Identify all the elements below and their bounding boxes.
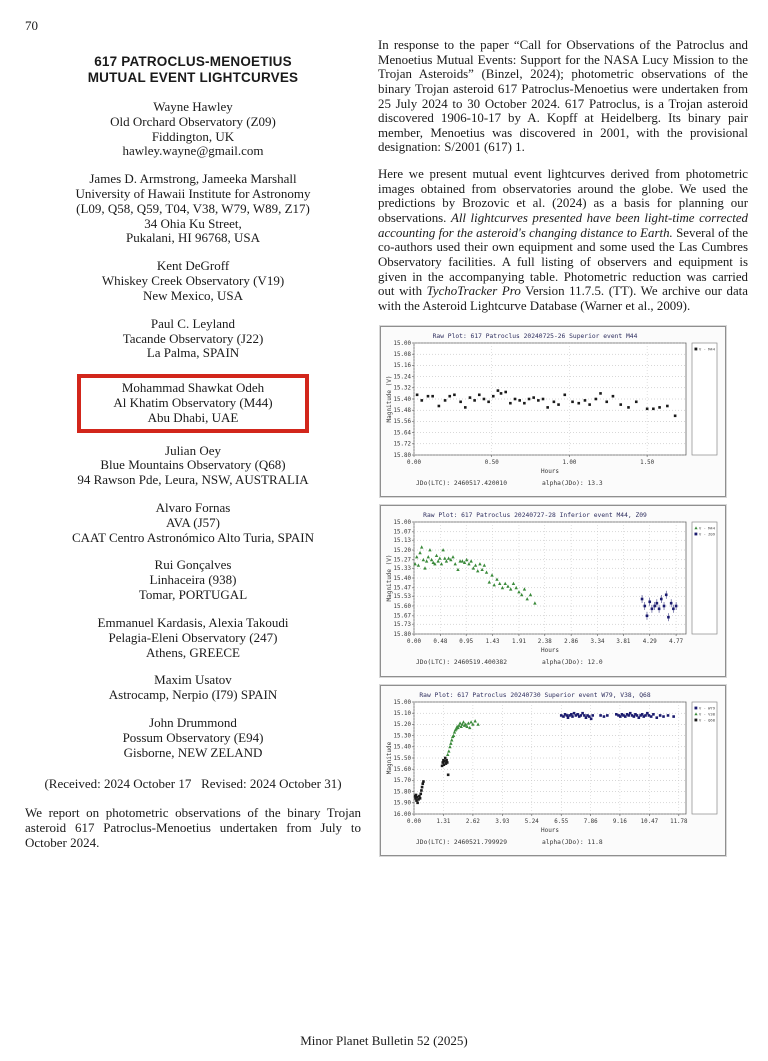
svg-text:2.86: 2.86 [564, 639, 579, 646]
body-paragraph [378, 167, 748, 313]
svg-text:3.93: 3.93 [495, 818, 510, 825]
author-line: Pukalani, HI 96768, USA [126, 230, 260, 246]
lightcurve-figure-1 [380, 326, 726, 498]
svg-text:15.60: 15.60 [393, 603, 411, 610]
plain-text: In response to the paper “Call for Observations of the Patroclus and Menoetius Mutual Events: Support for the NASA Lucy Mission to the Trojan Asteroids” (Binzel, 2024); photometric observations of the binary Trojan asteroid 617 Patroclus-Menoetius were undertaken from 25 July 2024 to 30 October 2024. 617 Patroclus, is a Trojan asteroid discovered 1906-10-17 by A. Kopff at Heidelberg. Its binary pair member, Menoetius was discovered in 2001, with the provisional designation: S/2001 (617) 1. [378, 38, 748, 155]
lightcurve-figure-2 [380, 505, 726, 677]
author-line: 34 Ohia Ku Street, [144, 215, 242, 231]
chart-jd-label: JDo(LTC): 2460521.799929 [416, 838, 507, 846]
x-axis-label: Hours [540, 647, 560, 655]
svg-text:11.78: 11.78 [670, 818, 688, 825]
author-block [25, 558, 361, 602]
highlighted-author-block [77, 374, 309, 432]
author-line: Kent DeGroff [156, 258, 230, 274]
y-axis-label: Magnitude (V) [386, 554, 393, 602]
legend-box [692, 343, 717, 455]
legend-label: V - W79 [699, 705, 716, 711]
author-block [25, 100, 361, 159]
svg-text:15.80: 15.80 [393, 452, 411, 459]
author-line: Maxim Usatov [154, 672, 232, 688]
svg-text:4.77: 4.77 [669, 639, 684, 646]
article-title-line2: MUTUAL EVENT LIGHTCURVES [87, 70, 299, 86]
svg-text:15.16: 15.16 [393, 362, 411, 369]
author-block [25, 501, 361, 545]
svg-text:15.53: 15.53 [393, 594, 411, 601]
svg-text:15.90: 15.90 [393, 800, 411, 807]
author-block [25, 673, 361, 703]
svg-text:15.70: 15.70 [393, 778, 411, 785]
author-line: hawley.wayne@gmail.com [122, 143, 264, 159]
svg-text:15.56: 15.56 [393, 418, 411, 425]
author-line: 94 Rawson Pde, Leura, NSW, AUSTRALIA [77, 472, 309, 488]
author-line: Wayne Hawley [153, 98, 233, 114]
svg-text:15.40: 15.40 [393, 744, 411, 751]
body-paragraph [378, 38, 748, 155]
svg-text:0.00: 0.00 [407, 818, 421, 825]
chart-jd-label: JDo(LTC): 2460519.400382 [416, 659, 507, 667]
svg-text:0.50: 0.50 [484, 459, 499, 466]
x-axis-label: Hours [540, 467, 560, 475]
author-line: Pelagia-Eleni Observatory (247) [108, 629, 278, 645]
svg-text:15.48: 15.48 [393, 407, 411, 414]
svg-text:15.00: 15.00 [393, 699, 411, 706]
svg-text:15.40: 15.40 [393, 396, 411, 403]
author-line: (L09, Q58, Q59, T04, V38, W79, W89, Z17) [76, 200, 310, 216]
article-title [25, 54, 361, 87]
svg-text:15.50: 15.50 [393, 755, 411, 762]
author-line: James D. Armstrong, Jameeka Marshall [89, 171, 297, 187]
author-line: Mohammad Shawkat Odeh [121, 380, 265, 396]
svg-text:1.91: 1.91 [511, 639, 526, 646]
svg-text:15.72: 15.72 [393, 441, 411, 448]
author-line: Athens, GREECE [146, 644, 240, 660]
author-line: Rui Gonçalves [154, 557, 232, 573]
author-block [25, 172, 361, 246]
svg-text:15.00: 15.00 [393, 519, 411, 526]
svg-text:9.16: 9.16 [612, 818, 627, 825]
abstract: We report on photometric observations of the binary Trojan asteroid 617 Patroclus-Menoetius undertaken from July to October 2024. [25, 805, 361, 851]
lightcurve-figures [378, 326, 748, 857]
lightcurve-chart [384, 509, 722, 669]
author-block [25, 444, 361, 488]
svg-text:15.27: 15.27 [393, 557, 411, 564]
svg-text:15.08: 15.08 [393, 351, 411, 358]
svg-text:15.10: 15.10 [393, 710, 411, 717]
article-title-line1: 617 PATROCLUS-MENOETIUS [94, 54, 292, 69]
svg-text:16.00: 16.00 [393, 811, 411, 818]
author-line: Julian Oey [165, 442, 221, 458]
legend-label: V - M44 [699, 525, 716, 531]
italic-text: TychoTracker Pro [426, 284, 521, 299]
svg-text:15.47: 15.47 [393, 585, 411, 592]
svg-text:10.47: 10.47 [640, 818, 659, 825]
author-line: Tomar, PORTUGAL [138, 587, 248, 603]
svg-text:15.30: 15.30 [393, 733, 411, 740]
svg-text:3.81: 3.81 [616, 639, 631, 646]
svg-text:0.95: 0.95 [459, 639, 474, 646]
author-list [25, 100, 361, 760]
svg-text:6.55: 6.55 [554, 818, 569, 825]
svg-text:1.43: 1.43 [485, 639, 500, 646]
svg-text:15.13: 15.13 [393, 538, 411, 545]
body-text [378, 38, 748, 314]
author-line: John Drummond [149, 714, 237, 730]
author-line: Possum Observatory (E94) [122, 729, 264, 745]
plain-text: Version 11.7.5. (TT). We archive our data with the Asteroid Lightcurve Database (Warner et al., 2009). [378, 284, 748, 313]
left-column [25, 54, 361, 850]
author-block [25, 259, 361, 303]
author-line: Blue Mountains Observatory (Q68) [100, 457, 286, 473]
svg-text:15.33: 15.33 [393, 566, 411, 573]
svg-text:0.48: 0.48 [433, 639, 448, 646]
author-line: Alvaro Fornas [155, 500, 231, 515]
svg-text:15.07: 15.07 [393, 529, 411, 536]
plain-text: Here we present mutual event lightcurves derived from photometric images obtained from observatories around the globe. We used the predictions by Brozovic et al. (2024) as a basis for planning our observations. [378, 167, 748, 226]
svg-text:0.00: 0.00 [407, 639, 421, 646]
author-line: Linhaceira (938) [149, 572, 237, 588]
svg-text:4.29: 4.29 [642, 639, 657, 646]
svg-text:15.00: 15.00 [393, 340, 411, 347]
journal-footer: Minor Planet Bulletin 52 (2025) [300, 1033, 468, 1048]
svg-text:15.80: 15.80 [393, 631, 411, 638]
chart-alpha-label: alpha(JDo): 13.3 [542, 479, 603, 487]
y-axis-label: Magnitude (V) [386, 375, 393, 423]
author-line: La Palma, SPAIN [146, 345, 240, 361]
svg-text:15.60: 15.60 [393, 766, 411, 773]
author-line: CAAT Centro Astronómico Alto Turia, SPAIN [72, 529, 314, 545]
lightcurve-chart [384, 330, 722, 490]
author-line: Paul C. Leyland [150, 315, 236, 331]
x-axis-label: Hours [540, 826, 560, 834]
chart-jd-label: JDo(LTC): 2460517.420010 [416, 479, 507, 487]
author-line: Al Khatim Observatory (M44) [113, 394, 273, 410]
author-line: Whiskey Creek Observatory (V19) [101, 273, 285, 289]
author-line: Tacande Observatory (J22) [122, 330, 264, 346]
italic-text: All lightcurves presented have been light-time corrected accounting for the asteroid's changing distance to Earth. [378, 211, 748, 240]
author-block [25, 716, 361, 760]
legend-label: V - Q68 [699, 717, 716, 723]
svg-text:15.73: 15.73 [393, 622, 411, 629]
chart-alpha-label: alpha(JDo): 12.0 [542, 659, 603, 667]
lightcurve-chart [384, 689, 722, 849]
right-column [378, 38, 748, 864]
author-line: Old Orchard Observatory (Z09) [110, 113, 276, 129]
author-line: New Mexico, USA [142, 287, 243, 303]
page-number: 70 [25, 18, 38, 33]
author-line: Gisborne, NEW ZELAND [123, 744, 263, 760]
svg-text:15.20: 15.20 [393, 722, 411, 729]
author-line: Emmanuel Kardasis, Alexia Takoudi [97, 614, 289, 630]
svg-text:0.00: 0.00 [407, 459, 421, 466]
chart-title: Raw Plot: 617 Patroclus 20240730 Superior event W79, V38, Q68 [419, 691, 651, 699]
chart-title: Raw Plot: 617 Patroclus 20240725-26 Superior event M44 [432, 332, 638, 340]
svg-text:1.31: 1.31 [436, 818, 451, 825]
svg-text:15.20: 15.20 [393, 547, 411, 554]
plain-text: Several of the co-authors used their own equipment and some used the Las Cumbres Observatory facilities. A full listing of observers and equipment is given in the accompanying table. Photometric reduction was carried out with [378, 225, 748, 299]
svg-text:2.38: 2.38 [537, 639, 552, 646]
legend-label: V - Z09 [699, 531, 716, 537]
svg-text:5.24: 5.24 [524, 818, 539, 825]
svg-text:15.67: 15.67 [393, 613, 411, 620]
author-line: AVA (J57) [165, 514, 221, 530]
svg-text:15.24: 15.24 [393, 373, 411, 380]
received-revised-line: (Received: 2024 October 17 Revised: 2024 October 31) [44, 776, 342, 792]
svg-text:15.40: 15.40 [393, 575, 411, 582]
legend-label: V - M44 [699, 345, 716, 351]
author-block [25, 616, 361, 660]
author-line: Astrocamp, Nerpio (I79) SPAIN [108, 687, 278, 703]
svg-text:15.80: 15.80 [393, 789, 411, 796]
svg-text:15.32: 15.32 [393, 385, 411, 392]
lightcurve-figure-3 [380, 685, 726, 857]
svg-text:2.62: 2.62 [465, 818, 480, 825]
author-block [25, 317, 361, 361]
svg-text:1.00: 1.00 [562, 459, 577, 466]
author-line: Abu Dhabi, UAE [147, 409, 239, 425]
legend-label: V - V38 [699, 711, 716, 717]
svg-text:3.34: 3.34 [590, 639, 605, 646]
y-axis-label: Magnitude [386, 741, 393, 775]
author-line: Fiddington, UK [151, 128, 235, 144]
chart-alpha-label: alpha(JDo): 11.8 [542, 838, 603, 846]
legend-box [692, 522, 717, 634]
chart-title: Raw Plot: 617 Patroclus 20240727-28 Inferior event M44, Z09 [423, 512, 647, 520]
author-line: University of Hawaii Institute for Astronomy [75, 186, 311, 201]
svg-text:7.86: 7.86 [583, 818, 598, 825]
svg-text:1.50: 1.50 [640, 459, 655, 466]
svg-text:15.64: 15.64 [393, 429, 411, 436]
